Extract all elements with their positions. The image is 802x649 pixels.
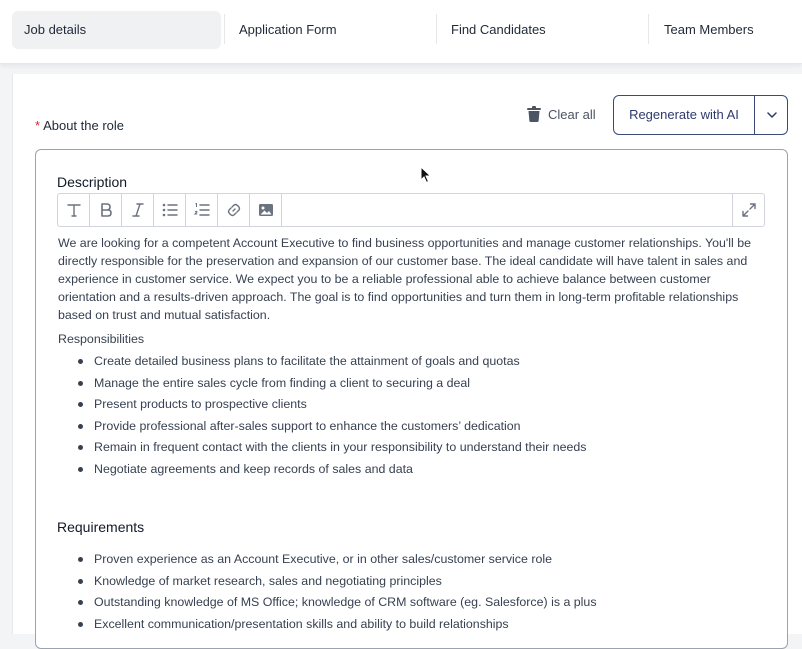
required-mark: * [35, 118, 41, 133]
bullet-list-icon [162, 203, 178, 217]
clear-all-button[interactable] [527, 104, 596, 124]
text-style-icon [66, 202, 82, 218]
list-item: Excellent communication/presentation skills and ability to build relationships [76, 614, 597, 636]
italic-button[interactable] [122, 194, 154, 226]
tab-find-candidates[interactable]: Find Candidates [451, 22, 546, 37]
text-style-button[interactable] [58, 194, 90, 226]
numbered-list-icon [194, 203, 210, 217]
clear-all-label: Clear all [548, 106, 596, 122]
requirements-heading: Requirements [57, 519, 145, 535]
chevron-down-icon [767, 112, 777, 118]
bold-icon [99, 202, 113, 218]
tab-divider [436, 14, 437, 44]
description-intro: We are looking for a competent Account Executive to find business opportunities and manage customer relationships. You'll be directly responsible for the preservation and expansion of our customer base. The ideal candidate will have talent in sales and experience in customer service. We expect you to be a reliable professional able to achieve balance between customer orientation and a results-driven approach. The goal is to find opportunities and turn them in long-term profitable relationships based on trust and mutual satisfaction. [58, 236, 751, 322]
list-item: Create detailed business plans to facilitate the attainment of goals and quotas [76, 351, 586, 373]
list-item: Negotiate agreements and keep records of sales and data [76, 459, 586, 481]
tab-job-details[interactable]: Job details [12, 11, 221, 49]
list-item: Provide professional after-sales support to enhance the customers’ dedication [76, 416, 586, 438]
numbered-list-button[interactable] [186, 194, 218, 226]
regenerate-options-button[interactable] [755, 96, 788, 134]
editor-toolbar [57, 193, 765, 227]
list-item: Outstanding knowledge of MS Office; knowledge of CRM software (eg. Salesforce) is a plus [76, 592, 597, 614]
tab-divider [648, 14, 649, 44]
tab-divider [224, 14, 225, 44]
bold-button[interactable] [90, 194, 122, 226]
tab-bar [0, 0, 802, 64]
image-button[interactable] [250, 194, 282, 226]
responsibilities-heading: Responsibilities [58, 332, 145, 346]
tab-application-form[interactable]: Application Form [239, 22, 337, 37]
about-role-text: About the role [43, 118, 125, 133]
mouse-cursor-icon [420, 166, 432, 184]
job-details-panel [12, 74, 802, 634]
bullet-list-button[interactable] [154, 194, 186, 226]
trash-icon [527, 106, 541, 122]
link-icon [226, 202, 242, 218]
description-heading: Description [57, 174, 128, 190]
regenerate-with-ai-button[interactable]: Regenerate with AI [629, 107, 739, 122]
image-icon [258, 203, 274, 217]
description-editor[interactable] [35, 149, 788, 649]
requirements-list [76, 549, 597, 635]
list-item: Present products to prospective clients [76, 394, 586, 416]
list-item: Remain in frequent contact with the clients in your responsibility to understand their needs [76, 437, 586, 459]
regenerate-split-button [613, 95, 788, 135]
about-role-label [35, 118, 124, 133]
responsibilities-list [76, 351, 586, 480]
link-button[interactable] [218, 194, 250, 226]
list-item: Proven experience as an Account Executive, or in other sales/customer service role [76, 549, 597, 571]
tab-team-members[interactable]: Team Members [664, 22, 754, 37]
expand-icon [742, 203, 756, 217]
list-item: Manage the entire sales cycle from finding a client to securing a deal [76, 373, 586, 395]
italic-icon [131, 202, 145, 218]
expand-button[interactable] [732, 194, 764, 226]
list-item: Knowledge of market research, sales and negotiating principles [76, 571, 597, 593]
